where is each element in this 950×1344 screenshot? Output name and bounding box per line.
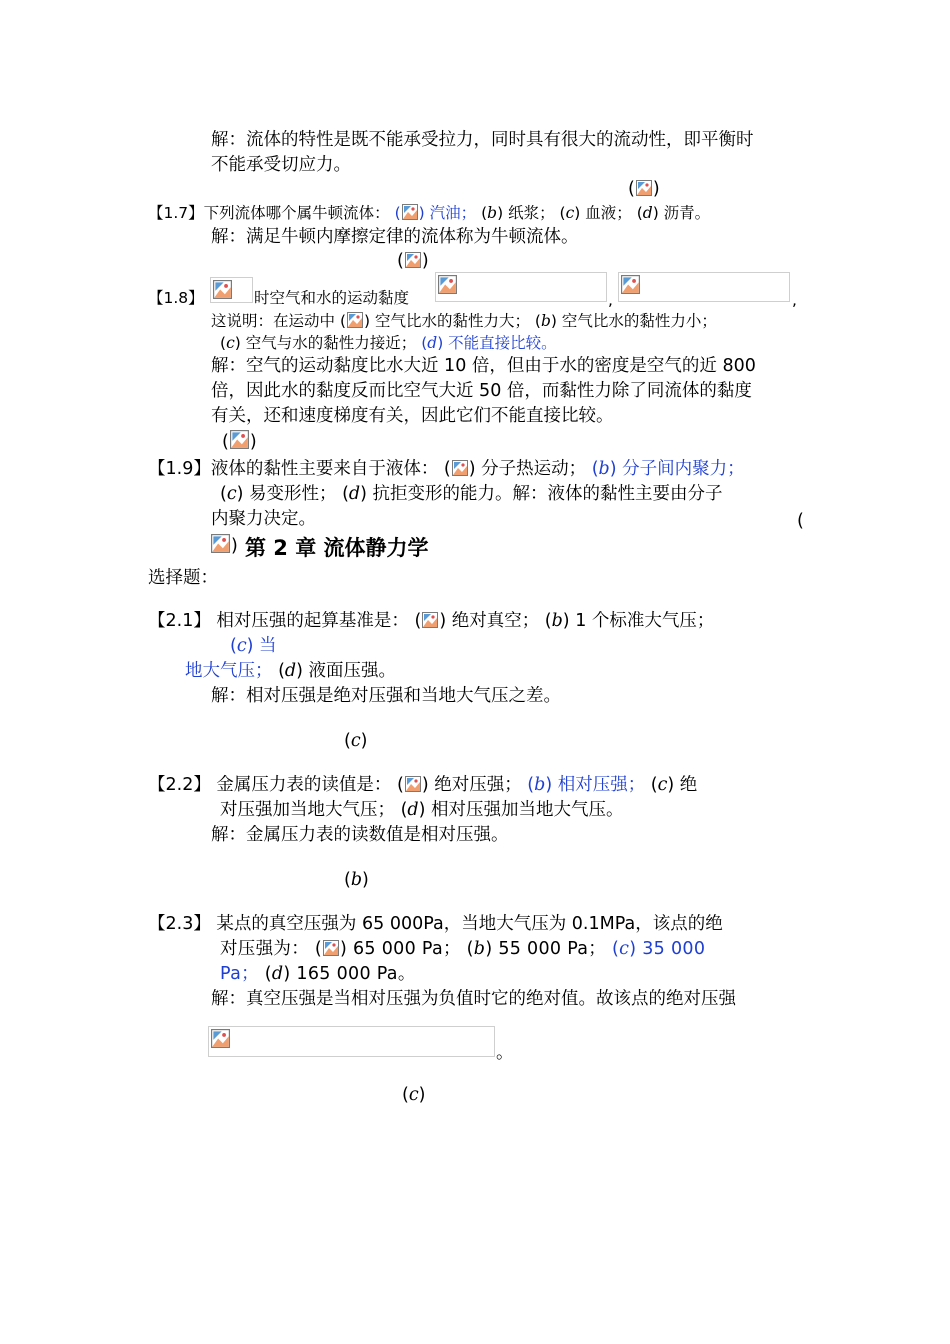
q23-answer: (c) bbox=[402, 1085, 426, 1105]
broken-image-icon bbox=[422, 612, 438, 628]
chapter-title: 第 2 章 流体静力学 bbox=[245, 536, 429, 560]
broken-image-icon bbox=[213, 280, 232, 299]
q21-option-a: 绝对真空； bbox=[451, 611, 540, 631]
q22-option-c-part1: 绝 bbox=[679, 775, 698, 795]
q23-option-c-part1: (c) 35 000 bbox=[611, 939, 706, 959]
q19-solution: 解：液体的黏性主要由分子 bbox=[512, 484, 723, 504]
q17-option-d: 沥青。 bbox=[663, 204, 711, 222]
broken-image-icon bbox=[405, 776, 421, 792]
q21-option-b: 1 个标准大气压； bbox=[575, 611, 715, 631]
q22-line1: 【2.2】 金属压力表的读值是： ( ) 绝对压强； (b) 相对压强； (c) 绝 bbox=[148, 775, 698, 795]
section-subtitle: 选择题： bbox=[148, 568, 218, 588]
q23-option-b: 55 000 Pa； bbox=[498, 939, 607, 959]
q18-stem: 时空气和水的运动黏度 bbox=[254, 289, 410, 307]
q23-solution-end: 。 bbox=[496, 1043, 514, 1063]
q23-formula-absolute-pressure bbox=[208, 1026, 495, 1057]
q19-option-a: 分子热运动； bbox=[481, 459, 587, 479]
q22-option-b: (b) 相对压强； bbox=[527, 775, 646, 795]
q23-stem: 某点的真空压强为 65 000Pa，当地大气压为 0.1MPa，该点的绝 bbox=[216, 914, 723, 934]
q22-number: 【2.2】 bbox=[148, 775, 211, 795]
q22-line2: 对压强加当地大气压； (d) 相对压强加当地大气压。 bbox=[220, 800, 624, 820]
q18-formula-air-viscosity bbox=[435, 272, 607, 302]
q17-option-c: 血液； bbox=[585, 204, 632, 222]
q21-answer: (c) bbox=[344, 731, 368, 751]
q16-answer: ( ) bbox=[628, 179, 660, 199]
q16-solution-line2: 不能承受切应力。 bbox=[211, 155, 351, 175]
q23-option-c-part2: Pa； bbox=[220, 964, 259, 984]
q18-option-b: 空气比水的黏性力小； bbox=[561, 312, 717, 330]
q17-stem: 下列流体哪个属牛顿流体： bbox=[203, 204, 390, 222]
broken-image-icon bbox=[347, 312, 363, 328]
q17-solution: 解：满足牛顿内摩擦定律的流体称为牛顿流体。 bbox=[211, 227, 579, 247]
q19-solution-line2: 内聚力决定。 bbox=[211, 509, 316, 529]
q21-line1: 【2.1】 相对压强的起算基准是： ( ) 绝对真空； (b) 1 个标准大气压； bbox=[148, 611, 715, 631]
q21-solution: 解：相对压强是绝对压强和当地大气压之差。 bbox=[211, 686, 561, 706]
q19-line1: 【1.9】液体的黏性主要来自于液体： ( ) 分子热运动； (b) 分子间内聚力； bbox=[148, 459, 745, 479]
broken-image-icon bbox=[405, 252, 421, 268]
q17-answer: ( ) bbox=[397, 251, 429, 271]
q17-line1: 【1.7】下列流体哪个属牛顿流体： ( ) 汽油； (b) 纸浆； (c) 血液； (d) 沥青。 bbox=[148, 204, 711, 222]
q19-number: 【1.9】 bbox=[148, 459, 211, 479]
q21-option-d: 液面压强。 bbox=[308, 661, 396, 681]
q23-option-d: 165 000 Pa。 bbox=[296, 964, 416, 984]
q19-option-b: (b) 分子间内聚力； bbox=[591, 459, 745, 479]
q23-solution: 解：真空压强是当相对压强为负值时它的绝对值。故该点的绝对压强 bbox=[211, 989, 736, 1009]
q19-stem: 液体的黏性主要来自于液体： bbox=[210, 459, 439, 479]
q22-stem: 金属压力表的读值是： bbox=[216, 775, 392, 795]
q17-number: 【1.7】 bbox=[148, 204, 204, 222]
q18-number: 【1.8】 bbox=[148, 289, 204, 307]
q23-number: 【2.3】 bbox=[148, 914, 211, 934]
q21-number: 【2.1】 bbox=[148, 611, 211, 631]
q18-solution-line3: 有关，还和速度梯度有关，因此它们不能直接比较。 bbox=[211, 406, 614, 426]
q19-answer-open: ( bbox=[797, 511, 804, 531]
q18-separator: , bbox=[792, 291, 797, 309]
q18-option-a: 空气比水的黏性力大； bbox=[374, 312, 530, 330]
q23-line2: 对压强为： ( ) 65 000 Pa； (b) 55 000 Pa； (c) 35 000 bbox=[220, 939, 706, 959]
broken-image-icon bbox=[438, 275, 457, 294]
q18-option-d: (d) 不能直接比较。 bbox=[421, 334, 557, 352]
q23-line1 bbox=[148, 912, 723, 936]
q18-line3: (c) 空气与水的黏性力接近； (d) 不能直接比较。 bbox=[220, 334, 557, 352]
q19-line2: (c) 易变形性； (d) 抗拒变形的能力。解：液体的黏性主要由分子 bbox=[220, 484, 723, 504]
q22-option-a: 绝对压强； bbox=[434, 775, 522, 795]
q18-option-c: 空气与水的黏性力接近； bbox=[245, 334, 417, 352]
broken-image-icon bbox=[211, 1029, 230, 1048]
q22-solution: 解：金属压力表的读数值是相对压强。 bbox=[211, 825, 509, 845]
q22-option-d: 相对压强加当地大气压。 bbox=[430, 800, 624, 820]
q19-option-c: 易变形性； bbox=[249, 484, 337, 504]
q22-answer: (b) bbox=[344, 870, 369, 890]
q21-option-c-part1: (c) 当 bbox=[230, 636, 277, 656]
q16-solution-line1: 解：流体的特性是既不能承受拉力，同时具有很大的流动性，即平衡时 bbox=[211, 130, 754, 150]
q21-line3: 地大气压； (d) 液面压强。 bbox=[185, 661, 396, 681]
q19-answer: ) bbox=[210, 534, 238, 558]
q19-option-d: 抗拒变形的能力。 bbox=[372, 484, 513, 504]
q18-answer: ( ) bbox=[222, 432, 257, 452]
broken-image-icon bbox=[621, 275, 640, 294]
q17-option-b: 纸浆； bbox=[508, 204, 555, 222]
q18-formula-temperature bbox=[210, 277, 253, 303]
broken-image-icon bbox=[323, 940, 339, 956]
q18-solution-line1: 解：空气的运动黏度比水大近 10 倍，但由于水的密度是空气的近 800 bbox=[211, 356, 756, 376]
q17-option-a: ( ) 汽油； bbox=[394, 204, 477, 222]
q23-line3: Pa； (d) 165 000 Pa。 bbox=[220, 964, 416, 984]
q18-separator: , bbox=[608, 291, 613, 309]
q18-formula-water-viscosity bbox=[618, 272, 790, 302]
broken-image-icon bbox=[402, 204, 418, 220]
q21-option-c-part2: 地大气压； bbox=[185, 661, 273, 681]
q18-line2: 这说明：在运动中 ( ) 空气比水的黏性力大； (b) 空气比水的黏性力小； bbox=[211, 312, 717, 330]
q22-option-c-part2: 对压强加当地大气压； bbox=[220, 800, 395, 820]
broken-image-icon bbox=[211, 534, 230, 553]
q23-option-a: 65 000 Pa； bbox=[353, 939, 461, 959]
broken-image-icon bbox=[230, 430, 249, 449]
broken-image-icon bbox=[452, 460, 468, 476]
q18-solution-line2: 倍，因此水的黏度反而比空气大近 50 倍，而黏性力除了同流体的黏度 bbox=[211, 381, 752, 401]
q21-stem: 相对压强的起算基准是： bbox=[216, 611, 409, 631]
broken-image-icon bbox=[636, 180, 652, 196]
